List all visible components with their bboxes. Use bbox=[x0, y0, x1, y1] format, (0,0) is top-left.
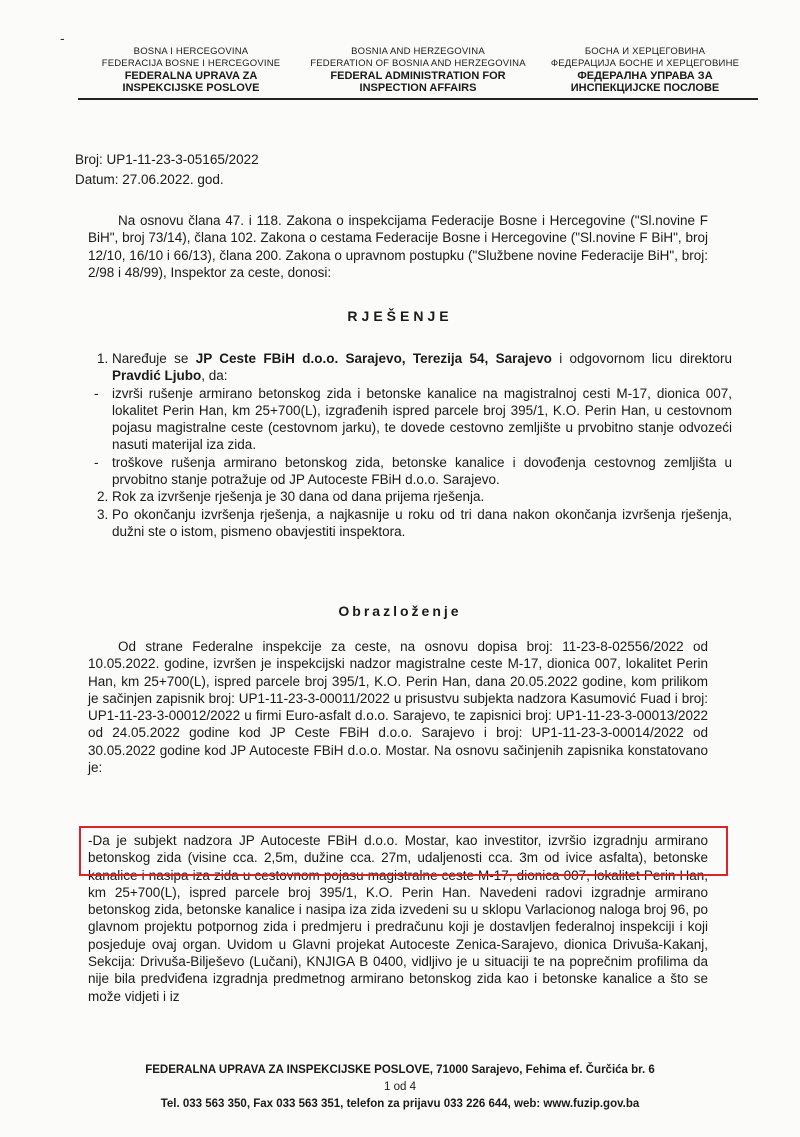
letterhead-line: FEDERAL ADMINISTRATION FOR bbox=[330, 70, 506, 82]
letterhead-line: BOSNA I HERCEGOVINA bbox=[133, 46, 249, 57]
footer bbox=[0, 1062, 800, 1113]
item1-subitems bbox=[112, 385, 732, 489]
letterhead-line: INSPEKCIJSKE POSLOVE bbox=[122, 82, 260, 94]
item1-company: JP Ceste FBiH d.o.o. Sarajevo, Terezija 54, Sarajevo bbox=[195, 351, 552, 366]
findings-paragraph: -Da je subjekt nadzora JP Autoceste FBiH d.o.o. Mostar, kao investitor, izvršio izgradnju armirano betonskog zida (visine cca. 2,5m, dužine cca. 27m, udaljenosti cca. 3m od ivice asfalta), betonske kanalice i nasipa iza zida u cestovnom pojasu magistralne ceste M-17, dionica 007, lokalitet Perin Han, km 25+700(L), ispred parcele broj 395/1, K.O. Perin Han. Navedeni radovi izgradnje armirano betonskog zida, betonske kanalice i nasipa iza zida izvedeni su u sklopu Varlacionog naloga broj 96, po glavnom projektu potpornog zida i predmjeru i predračunu koji je dostavljen federalnoj inspekciji i koji posjeduje ovaj organ. Uvidom u Glavni projekat Autoceste Zenica-Sarajevo, dionica Drivuša-Kakanj, Sekcija: Drivuša-Bilješevo (Lučani), KNJIGA B 0400, vidljivo je u situaciji te na poprečnim profilima da nije bila predviđena izgradnja predmetnog armirano betonskog zida kao i betonske kanalice a što se može vidjeti i iz bbox=[88, 833, 708, 1004]
item1-subitem: - troškove rušenja armirano betonskog zida, betonske kanalice i dovođenja cestovnog zemljišta u prvobitno stanje potražuje od JP Autoceste FBiH d.o.o. Sarajevo. bbox=[94, 454, 732, 489]
letterhead-line: БОСНА И ХЕРЦЕГОВИНА bbox=[584, 46, 706, 57]
letterhead-line: BOSNIA AND HERZEGOVINA bbox=[351, 46, 485, 57]
letterhead-line: ФЕДЕРАЦИЈА БОСНЕ И ХЕРЦЕГОВИНЕ bbox=[550, 58, 740, 69]
document-number: Broj: UP1-11-23-3-05165/2022 bbox=[75, 152, 259, 167]
letterhead-line: INSPECTION AFFAIRS bbox=[359, 82, 477, 94]
reasoning-paragraph: Od strane Federalne inspekcije za ceste, na osnovu dopisa broj: 11-23-8-02556/2022 od 10.05.2022. godine, izvršen je inspekcijski nadzor magistralne ceste M-17, dionica 007, lokalitet Perin Han, km 25+700(L), ispred parcele broj 395/1, K.O. Perin Han, dana 20.05.2022 godine, kom prilikom je sačinjen zapisnik broj: UP1-11-23-3-00011/2022 u prisustvu subjekta nadzora Kasumović Fuad i broj: UP1-11-23-3-00012/2022 u firmi Euro-asfalt d.o.o. Sarajevo, te zapisnici broj: UP1-11-23-3-00013/2022 od 24.05.2022 godine kod JP Ceste FBiH d.o.o. Sarajevo i broj: UP1-11-23-3-00014/2022 od 30.05.2022 godine kod JP Autoceste FBiH d.o.o. Mostar. Na osnovu sačinjenih zapisnika konstatovano je: bbox=[88, 639, 708, 776]
decision-item-3: 3. Po okončanju izvršenja rješenja, a najkasnije u roku od tri dana nakon okončanja izvršenja rješenja, dužni ste o istom, pismeno obavjestiti inspektora. bbox=[112, 506, 732, 541]
document-meta bbox=[75, 150, 259, 190]
letterhead-english bbox=[305, 46, 531, 94]
letterhead-line: FEDERALNA UPRAVA ZA bbox=[124, 70, 258, 82]
footer-contact: Tel. 033 563 350, Fax 033 563 351, telefon za prijavu 033 226 644, web: www.fuzip.gov.ba bbox=[160, 1098, 640, 1110]
item1-post: , da: bbox=[201, 368, 228, 384]
page-number: 1 od 4 bbox=[384, 1081, 416, 1093]
letterhead-line: FEDERATION OF BOSNIA AND HERZEGOVINA bbox=[310, 58, 526, 69]
header-mark: - bbox=[60, 30, 65, 46]
letterhead-line: ИНСПЕКЦИЈСКЕ ПОСЛОВЕ bbox=[570, 82, 720, 94]
item1-person: Pravdić Ljubo bbox=[112, 368, 202, 384]
document-date: Datum: 27.06.2022. god. bbox=[75, 172, 224, 187]
decision-item-2: 2. Rok za izvršenje rješenja je 30 dana od dana prijema rješenja. bbox=[112, 488, 732, 505]
letterhead bbox=[78, 46, 758, 100]
letterhead-cyrillic bbox=[532, 46, 758, 94]
intro-paragraph: Na osnovu člana 47. i 118. Zakona o inspekcijama Federacije Bosne i Hercegovine ("Sl.novine F BiH", broj 73/14), člana 102. Zakona o cestama Federacije Bosne i Hercegovine ("Sl.novine F BiH", broj 12/10, 16/10 i 66/13), člana 200. Zakona o upravnom postupku ("Službene novine Federacije BiH", broj: 2/98 i 48/99), Inspektor za ceste, donosi: bbox=[88, 213, 708, 280]
item1-subitem: - izvrši rušenje armirano betonskog zida i betonske kanalice na magistralnoj cesti M-17, dionica 007, lokalitet Perin Han, km 25+700(L), izgrađenih ispred parcele broj 395/1, K.O. Perin Han, u cestovnom pojasu magistralne ceste (cestovnom jarku), te dovede cestovno zemljište u prvobitno stanje odvozeći nasuti materijal iza zida. bbox=[94, 385, 732, 454]
decision-item-1 bbox=[112, 350, 732, 488]
letterhead-line: ФЕДЕРАЛНА УПРАВА ЗА bbox=[577, 70, 713, 82]
letterhead-bosnian bbox=[78, 46, 304, 94]
decision-title: RJEŠENJE bbox=[347, 308, 453, 324]
decision-items bbox=[88, 350, 732, 540]
item1-pre: Naređuje se bbox=[112, 351, 196, 366]
reasoning-title: Obrazloženje bbox=[338, 603, 462, 619]
footer-address: FEDERALNA UPRAVA ZA INSPEKCIJSKE POSLOVE, 71000 Sarajevo, Fehima ef. Čurčića br. 6 bbox=[145, 1064, 655, 1076]
letterhead-line: FEDERACIJA BOSNE I HERCEGOVINE bbox=[101, 58, 281, 69]
highlight-box bbox=[79, 826, 728, 876]
item1-mid: i odgovornom licu direktoru bbox=[551, 351, 732, 366]
